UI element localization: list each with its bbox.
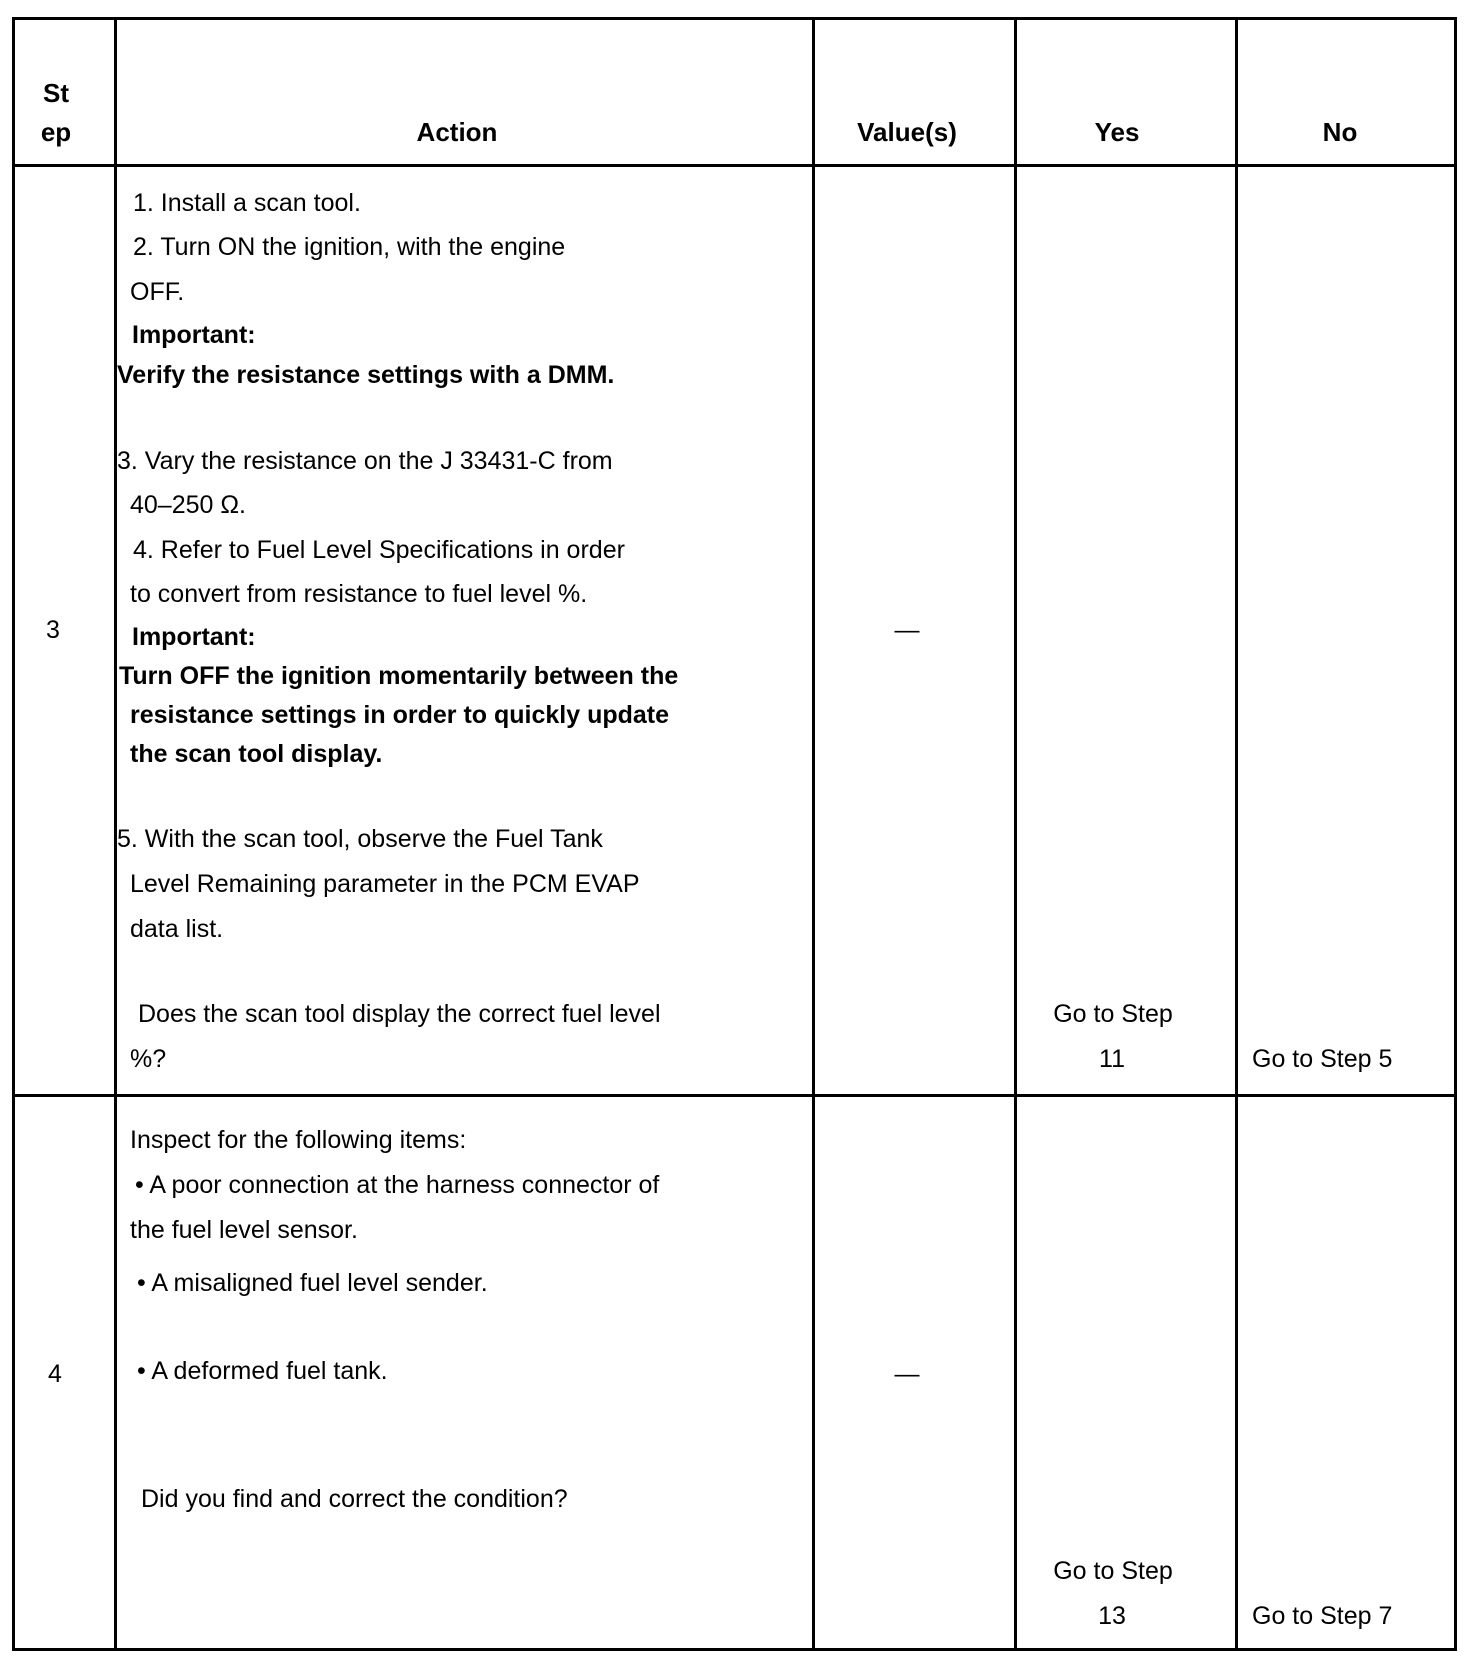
bullet-line: • A poor connection at the harness connector of [135,1171,660,1199]
no-result: Go to Step 5 [1252,1045,1393,1073]
action-line: to convert from resistance to fuel level %. [130,580,588,608]
question-line: Does the scan tool display the correct fuel level [138,1000,661,1028]
header-step-line-1: St [43,78,69,108]
grid-line [1454,17,1457,1651]
action-line: 3. Vary the resistance on the J 33431-C from [117,447,613,475]
yes-result-line-1: Go to Step [1053,1000,1173,1028]
yes-result-line-2: 13 [1098,1602,1126,1630]
important-note: Verify the resistance settings with a DMM. [117,361,615,389]
action-line: 5. With the scan tool, observe the Fuel Tank [117,825,603,853]
important-note: resistance settings in order to quickly update [130,701,670,729]
important-note: Turn OFF the ignition momentarily between the [119,662,679,690]
question-line: Did you find and correct the condition? [141,1485,568,1513]
action-line: 40–250 Ω. [130,491,247,519]
action-line: 4. Refer to Fuel Level Specifications in order [133,536,625,564]
bullet-line: the fuel level sensor. [130,1216,358,1244]
step-number: 3 [46,616,60,644]
action-line: data list. [130,915,224,943]
header-yes: Yes [1094,117,1140,147]
header-step-line-2: ep [40,117,72,147]
important-note: the scan tool display. [130,740,383,768]
grid-line [12,17,15,1651]
bullet-line: • A misaligned fuel level sender. [137,1269,488,1297]
action-line: OFF. [130,278,185,306]
grid-line [1235,17,1238,1651]
grid-line [1014,17,1017,1651]
no-result: Go to Step 7 [1252,1602,1393,1630]
yes-result-line-2: 11 [1099,1045,1125,1073]
step-number: 4 [48,1360,62,1388]
grid-line [12,164,1457,167]
header-no: No [1322,117,1358,147]
action-line: 1. Install a scan tool. [133,189,361,217]
yes-result-line-1: Go to Step [1053,1557,1173,1585]
grid-line [812,17,815,1651]
action-line: 2. Turn ON the ignition, with the engine [133,233,566,261]
action-line: Inspect for the following items: [130,1126,467,1154]
diagnostic-table [12,17,1457,1651]
grid-line [12,1648,1457,1651]
bullet-line: • A deformed fuel tank. [137,1357,388,1385]
value-dash: — [894,1360,920,1388]
header-values: Value(s) [857,117,957,147]
important-label: Important: [132,623,256,651]
header-action: Action [416,117,498,147]
action-line: Level Remaining parameter in the PCM EVAP [130,870,640,898]
grid-line [12,17,1457,20]
question-line: %? [130,1045,167,1073]
grid-line [12,1094,1457,1097]
value-dash: — [894,616,920,644]
important-label: Important: [132,321,256,349]
